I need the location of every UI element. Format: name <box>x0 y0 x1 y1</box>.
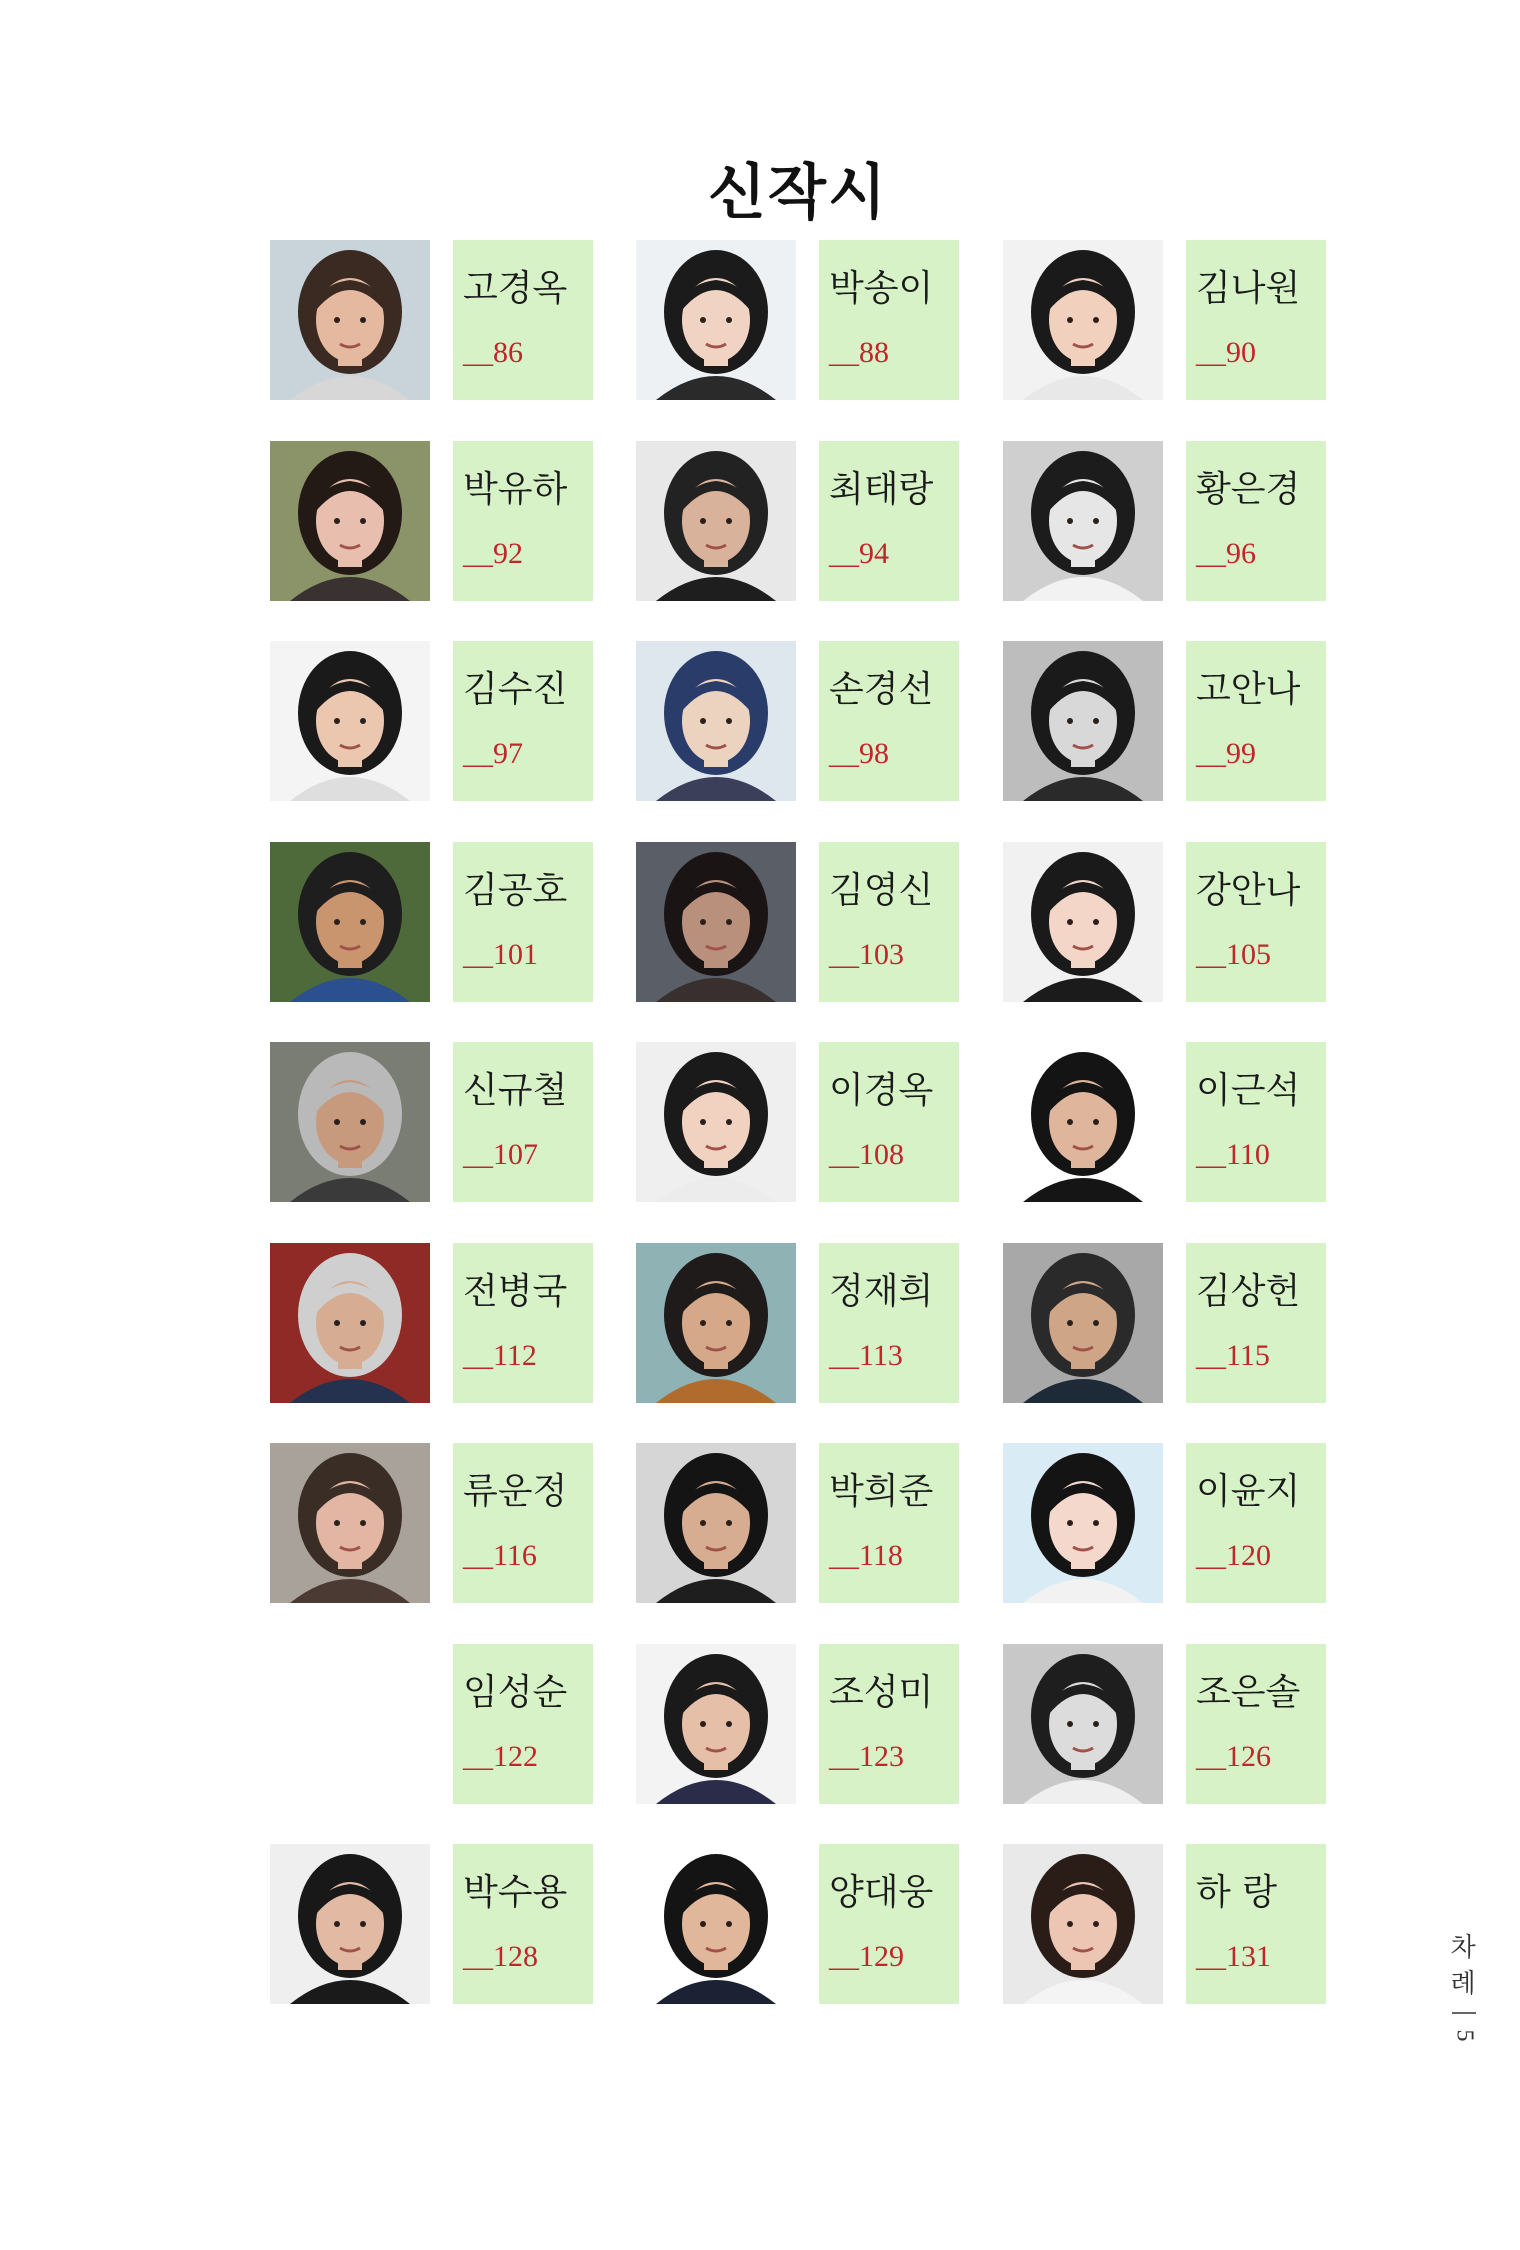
side-page-number: 5 <box>1451 2029 1478 2042</box>
author-photo <box>1003 1644 1163 1804</box>
author-name: 전병국 <box>463 1271 568 1312</box>
author-card[interactable] <box>819 1443 959 1603</box>
author-name: 박유하 <box>463 469 568 510</box>
author-page: __112 <box>463 1339 537 1372</box>
author-card[interactable] <box>453 1443 593 1603</box>
author-photo <box>270 240 430 400</box>
author-name: 신규철 <box>463 1070 568 1111</box>
author-page: __110 <box>1196 1138 1270 1171</box>
author-photo <box>1003 240 1163 400</box>
portrait-image <box>636 1644 796 1804</box>
author-photo <box>636 240 796 400</box>
author-card[interactable] <box>819 1644 959 1804</box>
portrait-image <box>1003 1644 1163 1804</box>
author-page: __107 <box>463 1138 538 1171</box>
author-page: __92 <box>463 537 523 570</box>
author-card[interactable] <box>819 240 959 400</box>
author-photo <box>270 1443 430 1603</box>
author-card[interactable] <box>453 441 593 601</box>
side-divider <box>1452 2012 1476 2014</box>
author-card[interactable] <box>1186 1243 1326 1403</box>
author-photo <box>1003 1042 1163 1202</box>
author-card[interactable] <box>1186 441 1326 601</box>
author-photo <box>270 1644 430 1804</box>
author-card[interactable] <box>819 441 959 601</box>
author-photo <box>636 1443 796 1603</box>
author-name: 이근석 <box>1196 1070 1301 1111</box>
author-photo <box>636 1644 796 1804</box>
author-page: __96 <box>1196 537 1256 570</box>
author-name: 김수진 <box>463 669 568 710</box>
toc-side-label: 차례 <box>1450 1933 1476 1999</box>
author-photo <box>636 842 796 1002</box>
portrait-image <box>636 1443 796 1603</box>
portrait-image <box>270 641 430 801</box>
author-page: __86 <box>463 336 523 369</box>
portrait-image <box>636 1243 796 1403</box>
author-card[interactable] <box>453 1644 593 1804</box>
author-name: 황은경 <box>1196 469 1301 510</box>
portrait-image <box>1003 1042 1163 1202</box>
author-name: 류운정 <box>463 1471 568 1512</box>
author-card[interactable] <box>453 240 593 400</box>
portrait-image <box>270 1443 430 1603</box>
author-photo <box>636 1042 796 1202</box>
author-page: __115 <box>1196 1339 1270 1372</box>
author-page: __108 <box>829 1138 904 1171</box>
portrait-image <box>636 641 796 801</box>
author-name: 이경옥 <box>829 1070 934 1111</box>
author-page: __90 <box>1196 336 1256 369</box>
author-card[interactable] <box>1186 240 1326 400</box>
author-photo <box>1003 441 1163 601</box>
portrait-image <box>270 1042 430 1202</box>
author-photo <box>1003 1844 1163 2004</box>
portrait-image <box>1003 240 1163 400</box>
author-card[interactable] <box>1186 842 1326 1002</box>
author-name: 조은솔 <box>1196 1672 1301 1713</box>
author-card[interactable] <box>453 1844 593 2004</box>
portrait-image <box>1003 441 1163 601</box>
author-page: __123 <box>829 1740 904 1773</box>
author-name: 양대웅 <box>829 1872 934 1913</box>
author-card[interactable] <box>819 1844 959 2004</box>
author-name: 김나원 <box>1196 268 1301 309</box>
portrait-image <box>636 1844 796 2004</box>
author-photo <box>270 842 430 1002</box>
author-name: 김상헌 <box>1196 1271 1301 1312</box>
author-card[interactable] <box>453 1243 593 1403</box>
author-name: 고경옥 <box>463 268 568 309</box>
author-card[interactable] <box>453 1042 593 1202</box>
author-card[interactable] <box>453 641 593 801</box>
author-name: 손경선 <box>829 669 934 710</box>
author-photo <box>270 1042 430 1202</box>
author-page: __120 <box>1196 1539 1271 1572</box>
portrait-image <box>636 1042 796 1202</box>
portrait-image <box>270 240 430 400</box>
author-name: 최태랑 <box>829 469 934 510</box>
author-card[interactable] <box>453 842 593 1002</box>
portrait-image <box>270 1243 430 1403</box>
author-name: 고안나 <box>1196 669 1301 710</box>
section-title: 신작시 <box>708 158 888 228</box>
author-name: 조성미 <box>829 1672 934 1713</box>
author-name: 김공호 <box>463 870 568 911</box>
portrait-image <box>636 240 796 400</box>
author-page: __122 <box>463 1740 538 1773</box>
author-page: __97 <box>463 737 523 770</box>
author-photo <box>636 441 796 601</box>
author-card[interactable] <box>1186 1443 1326 1603</box>
portrait-image <box>1003 641 1163 801</box>
author-photo <box>270 1243 430 1403</box>
author-photo <box>1003 641 1163 801</box>
portrait-image <box>1003 1844 1163 2004</box>
author-name: 박희준 <box>829 1471 934 1512</box>
author-page: __103 <box>829 938 904 971</box>
author-page: __128 <box>463 1940 538 1973</box>
author-card[interactable] <box>819 641 959 801</box>
author-photo <box>270 1844 430 2004</box>
author-page: __94 <box>829 537 889 570</box>
author-card[interactable] <box>1186 641 1326 801</box>
author-page: __126 <box>1196 1740 1271 1773</box>
author-page: __105 <box>1196 938 1271 971</box>
author-page: __116 <box>463 1539 537 1572</box>
author-name: 강안나 <box>1196 870 1301 911</box>
author-page: __131 <box>1196 1940 1271 1973</box>
author-photo <box>270 441 430 601</box>
author-name: 정재희 <box>829 1271 934 1312</box>
author-card[interactable] <box>1186 1644 1326 1804</box>
portrait-image <box>270 842 430 1002</box>
portrait-image <box>636 842 796 1002</box>
author-photo <box>1003 1443 1163 1603</box>
portrait-image <box>1003 1243 1163 1403</box>
author-photo <box>1003 842 1163 1002</box>
portrait-image <box>270 441 430 601</box>
author-card[interactable] <box>1186 1042 1326 1202</box>
author-photo <box>636 1243 796 1403</box>
author-photo <box>636 641 796 801</box>
author-page: __118 <box>829 1539 903 1572</box>
portrait-image <box>270 1844 430 2004</box>
author-photo <box>636 1844 796 2004</box>
author-name: 박송이 <box>829 268 934 309</box>
author-photo <box>270 641 430 801</box>
author-name: 박수용 <box>463 1872 568 1913</box>
author-page: __129 <box>829 1940 904 1973</box>
portrait-image <box>1003 1443 1163 1603</box>
author-name: 이윤지 <box>1196 1471 1301 1512</box>
author-page: __101 <box>463 938 538 971</box>
author-page: __98 <box>829 737 889 770</box>
author-card[interactable] <box>819 1042 959 1202</box>
author-name: 김영신 <box>829 870 934 911</box>
portrait-image <box>636 441 796 601</box>
author-page: __99 <box>1196 737 1256 770</box>
author-page: __113 <box>829 1339 903 1372</box>
author-photo <box>1003 1243 1163 1403</box>
author-name: 임성순 <box>463 1672 568 1713</box>
author-card[interactable] <box>819 1243 959 1403</box>
author-name: 하 랑 <box>1196 1872 1277 1913</box>
author-page: __88 <box>829 336 889 369</box>
portrait-image <box>1003 842 1163 1002</box>
author-card[interactable] <box>1186 1844 1326 2004</box>
author-card[interactable] <box>819 842 959 1002</box>
